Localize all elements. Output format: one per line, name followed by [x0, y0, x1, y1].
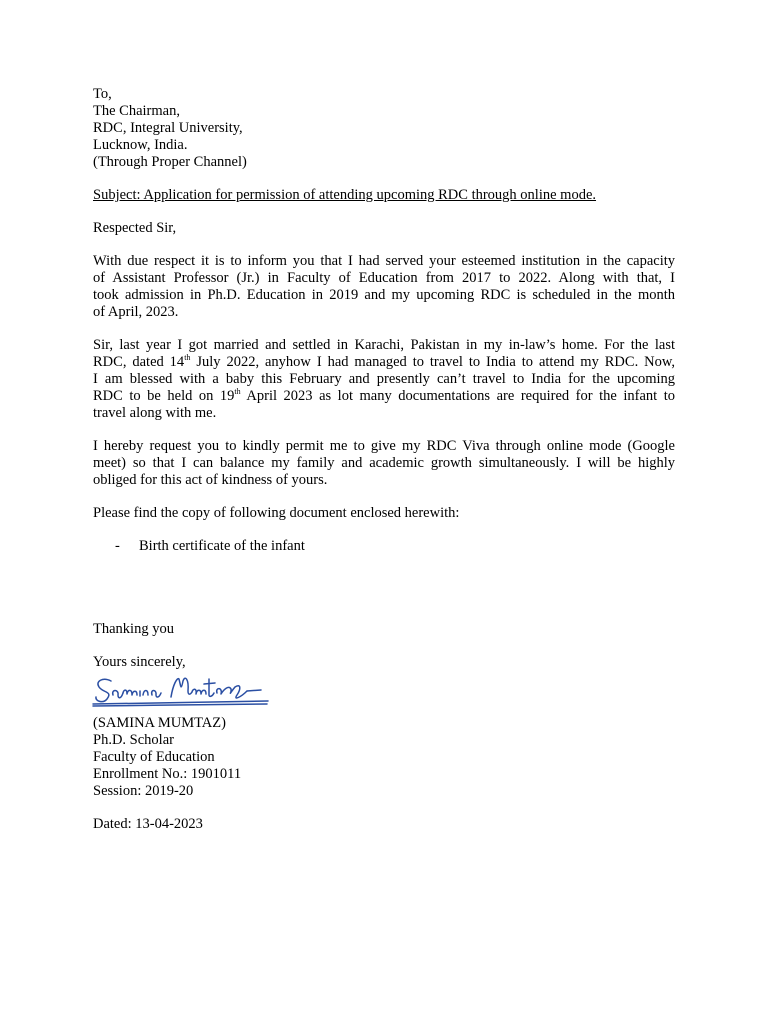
sender-enrollment: Enrollment No.: 1901011	[93, 766, 242, 782]
text-run: April 2023 as lot many documentations are required for the infant to	[240, 388, 676, 404]
text-run: RDC to be held on 19	[93, 388, 235, 404]
closing-thanks: Thanking you	[93, 621, 174, 637]
address-location: Lucknow, India.	[93, 137, 188, 153]
enclosure-item	[93, 538, 675, 555]
text-run: RDC, dated 14	[93, 354, 185, 370]
sender-faculty: Faculty of Education	[93, 749, 215, 765]
ordinal-suffix: th	[184, 353, 191, 363]
paragraph-3-line: I hereby request you to kindly permit me to give my RDC Viva through online mode (Google	[93, 438, 675, 454]
enclosure-text: Birth certificate of the infant	[139, 538, 305, 554]
paragraph-2-line	[93, 388, 675, 405]
address-channel: (Through Proper Channel)	[93, 154, 247, 170]
address-block	[93, 86, 675, 171]
bullet-marker: -	[115, 538, 120, 554]
sender-role: Ph.D. Scholar	[93, 732, 174, 748]
sender-session: Session: 2019-20	[93, 783, 194, 799]
date-line: Dated: 13-04-2023	[93, 816, 203, 832]
signature	[93, 671, 675, 715]
paragraph-1-line: of Assistant Professor (Jr.) in Faculty of Education from 2017 to 2022. Along with that, I	[93, 270, 675, 286]
closing-sincerely: Yours sincerely,	[93, 654, 186, 670]
signature-image	[91, 667, 276, 711]
sender-name: (SAMINA MUMTAZ)	[93, 715, 226, 731]
letter	[93, 86, 675, 833]
paragraph-3-line: meet) so that I can balance my family and academic growth simultaneously. I will be highly	[93, 455, 675, 471]
paragraph-1-line: took admission in Ph.D. Education in 2019 and my upcoming RDC is scheduled in the month	[93, 287, 675, 303]
paragraph-2-line: travel along with me.	[93, 405, 217, 421]
address-org: RDC, Integral University,	[93, 120, 243, 136]
paragraph-2-line: Sir, last year I got married and settled in Karachi, Pakistan in my in-law’s home. For the last	[93, 337, 675, 353]
paragraph-3-line: obliged for this act of kindness of yours.	[93, 472, 328, 488]
paragraph-1	[93, 253, 675, 321]
subject-line: Subject: Application for permission of attending upcoming RDC through online mode.	[93, 187, 597, 203]
paragraph-1-line: of April, 2023.	[93, 304, 179, 320]
paragraph-1-line: With due respect it is to inform you that I had served your esteemed institution in the capacity	[93, 253, 675, 269]
enclosure-intro: Please find the copy of following document enclosed herewith:	[93, 505, 460, 521]
ordinal-suffix: th	[234, 387, 241, 397]
paragraph-2-line	[93, 354, 675, 371]
address-recipient: The Chairman,	[93, 103, 180, 119]
paragraph-2	[93, 337, 675, 422]
text-run: July 2022, anyhow I had managed to travel to India to attend my RDC. Now,	[190, 354, 675, 370]
sender-block	[93, 715, 675, 800]
paragraph-2-line: I am blessed with a baby this February and presently can’t travel to India for the upcoming	[93, 371, 675, 387]
salutation: Respected Sir,	[93, 220, 177, 236]
address-to: To,	[93, 86, 112, 102]
paragraph-3	[93, 438, 675, 489]
